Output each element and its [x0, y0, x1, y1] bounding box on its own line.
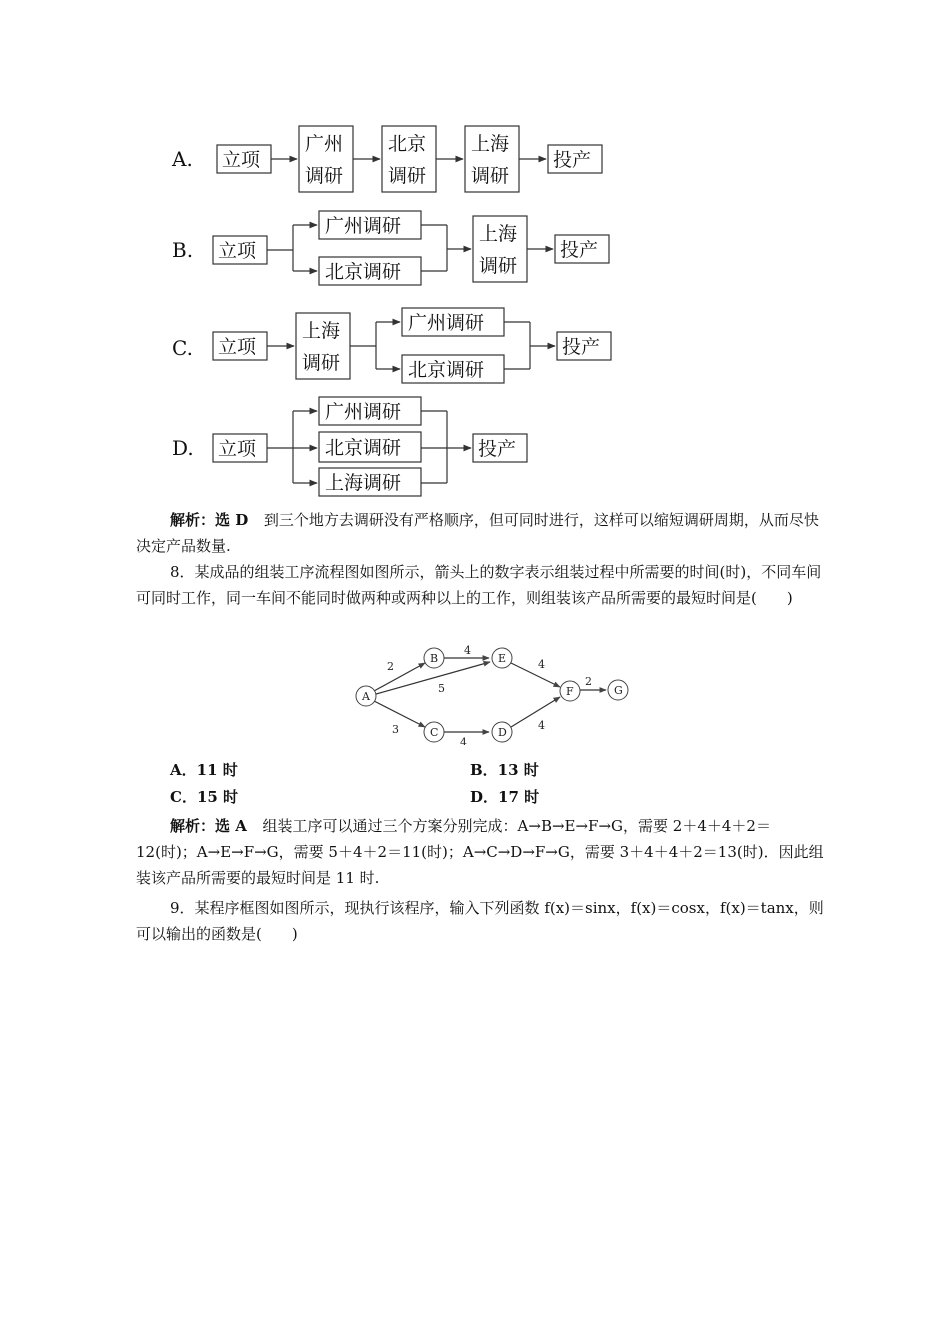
weight-d-f: 4 [538, 719, 545, 732]
edge-a-c [374, 701, 425, 727]
node-c-label: C [430, 726, 439, 739]
q8-process-graph [350, 645, 650, 745]
q8-question: 8．某成品的组装工序流程图如图所示，箭头上的数字表示组装过程中所需要的时间(时)，不同车间可同时工作，同一车间不能同时做两种或两种以上的工作，则组装该产品所需要的最短时间是( ) [136, 563, 822, 607]
weight-b-e: 4 [464, 645, 471, 657]
q7-solution-lead: 解析：选 D [170, 511, 249, 529]
option-b-mid-1: 上海 [479, 223, 518, 245]
option-b-top: 广州调研 [325, 215, 402, 237]
q7-solution [136, 507, 826, 559]
weight-e-f: 4 [538, 658, 545, 671]
node-g-label: G [614, 684, 623, 697]
option-a-flow [171, 126, 602, 192]
q9-question: 9．某程序框图如图所示，现执行该程序，输入下列函数 f(x)＝sinx，f(x)＝cosx，f(x)＝tanx，则可以输出的函数是( ) [136, 899, 824, 943]
option-a-shanghai-2: 调研 [471, 165, 510, 187]
option-b-mid-2: 调研 [479, 255, 518, 277]
q7-solution-text: 到三个地方去调研没有严格顺序，但可同时进行，这样可以缩短调研周期，从而尽快决定产品数量. [136, 511, 819, 555]
weight-c-d: 4 [460, 736, 467, 745]
option-b-label: B. [172, 238, 194, 262]
option-a-end: 投产 [553, 149, 592, 171]
option-d-middle: 北京调研 [325, 437, 402, 459]
option-c-start: 立项 [218, 336, 257, 358]
option-b-end: 投产 [560, 239, 599, 261]
weight-a-c: 3 [392, 723, 399, 736]
q8-option-b: B．13 时 [470, 761, 539, 779]
node-b-label: B [430, 652, 439, 665]
option-a-label: A. [172, 147, 193, 171]
option-b-flow [172, 211, 609, 285]
node-e-label: E [498, 652, 507, 665]
weight-f-g: 2 [585, 675, 592, 688]
q8-option-a: A．11 时 [170, 761, 238, 779]
q7-options-diagram [0, 0, 950, 510]
option-d-end: 投产 [478, 438, 517, 460]
weight-a-e: 5 [438, 682, 445, 695]
option-d-top: 广州调研 [325, 401, 402, 423]
q8-solution-text: 组装工序可以通过三个方案分别完成：A→B→E→F→G，需要 2＋4＋4＋2＝12(时)；A→E→F→G，需要 5＋4＋2＝11(时)；A→C→D→F→G，需要 3＋4＋4＋2＝13(时)．因此组装该产品所需要的最短时间是 11 时. [136, 817, 824, 887]
option-a-beijing-1: 北京 [388, 133, 427, 155]
option-a-shanghai-1: 上海 [471, 133, 510, 155]
option-c-bottom: 北京调研 [408, 359, 485, 381]
node-f-label: F [566, 685, 574, 698]
option-b-start: 立项 [218, 240, 257, 262]
q8-option-d: D．17 时 [470, 788, 540, 806]
option-a-guangzhou-1: 广州 [305, 133, 344, 155]
option-c-mid-2: 调研 [302, 352, 341, 374]
q8-solution-lead: 解析：选 A [170, 817, 247, 835]
option-c-mid-1: 上海 [302, 320, 341, 342]
option-b-bottom: 北京调研 [325, 261, 402, 283]
option-d-bottom: 上海调研 [325, 472, 402, 494]
option-a-guangzhou-2: 调研 [305, 165, 344, 187]
option-c-top: 广州调研 [408, 312, 485, 334]
option-c-end: 投产 [562, 336, 601, 358]
node-a-label: A [362, 690, 370, 703]
option-a-beijing-2: 调研 [388, 165, 427, 187]
q8-option-c: C．15 时 [170, 788, 239, 806]
node-d-label: D [498, 726, 507, 739]
weight-a-b: 2 [387, 660, 394, 673]
q8-solution [136, 813, 826, 891]
option-a-start: 立项 [222, 149, 261, 171]
option-d-start: 立项 [218, 438, 257, 460]
edge-d-f [511, 697, 560, 727]
option-c-label: C. [172, 336, 193, 360]
edge-e-f [511, 663, 560, 687]
option-c-flow [172, 308, 611, 383]
option-d-label: D. [172, 436, 194, 460]
option-d-flow [172, 397, 527, 496]
